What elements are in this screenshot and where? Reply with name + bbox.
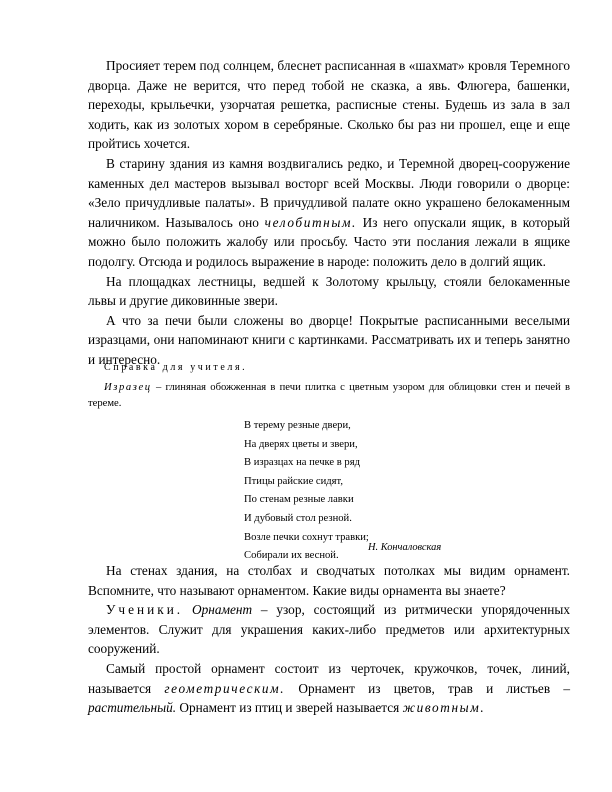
poem-line: Собирали их весной. (244, 550, 339, 562)
paragraph-question: На стенах здания, на столбах и сводчатых потолках мы видим орнамент. Вспомните, что называют орнаментом. Какие виды орнамента вы знаете? (88, 563, 570, 598)
poem (244, 417, 369, 566)
term-ornament: Орнамент (191, 602, 253, 618)
paragraph-window (88, 154, 570, 272)
paragraph-window-text: В старину здания из камня воздвигались редко, и Теремной дворец-сооружение каменных дел мастеров вызывал восторг всей Москвы. Люди говорили о дворце: «Зело причудливые палаты». В причудливой палате окно украшено белокаменным наличником. Называлось оно (88, 155, 570, 230)
term-plant: растительный. (88, 700, 177, 716)
reference-heading: Справка для учителя. (104, 362, 248, 373)
students-label: Ученики. (106, 602, 184, 618)
main-text-top (88, 56, 570, 370)
main-text-bottom (88, 561, 570, 718)
paragraph-window-text-end: Из него опускали ящик, в который можно было положить жалобу или просьбу. Часто эти послания лежали в ящике подолгу. Отсюда и родилось выражение в народе: положить дело в долгий ящик. (88, 214, 570, 269)
paragraph-students (88, 600, 570, 659)
poem-line: В терему резные двери, (244, 420, 351, 431)
students-text: – узор, состоящий из ритмически упорядоченных элементов. Служит для украшения каких-либо предметов или архитектурных сооружений. (88, 602, 570, 657)
term-animal: животным. (402, 700, 486, 716)
paragraph-lions: На площадках лестницы, ведшей к Золотому крыльцу, стояли белокаменные львы и другие диковинные звери. (88, 273, 570, 309)
reference-definition (88, 380, 570, 412)
paragraph-ornament-types (88, 659, 570, 718)
term-izrazets: Изразец (104, 382, 152, 393)
poem-line: И дубовый стол резной. (244, 512, 352, 524)
ornament-text: Орнамент из птиц и зверей называется (176, 700, 403, 716)
poem-line: Возле печки сохнут травки; (244, 531, 369, 543)
poem-line: Птицы райские сидят, (244, 475, 344, 487)
ornament-text: Орнамент из цветов, трав и листьев – (285, 680, 570, 696)
paragraph-stoves: А что за печи были сложены во дворце! Покрытые расписанными веселыми изразцами, они напоминают книги с картинками. Рассматривать их и теперь занятно и интересно. (88, 312, 570, 367)
term-chelobitnym: челобитным. (264, 214, 357, 230)
paragraph-terem: Просияет терем под солнцем, блеснет расписанная в «шахмат» кровля Теремного дворца. Даже не верится, что перед тобой не сказка, а явь. Флюгера, башенки, переходы, крыльечки, узорчатая решетка, расписные стены. Будешь из зала в зал ходить, как из золотых хором в серебряные. Сколько бы раз ни прошел, еще и еще пройтись хочется. (88, 58, 570, 152)
ornament-text: Самый простой орнамент состоит из черточек, кружочков, точек, линий, называется (88, 660, 570, 696)
poem-author: Н. Кончаловская (368, 542, 442, 553)
poem-line: На дверях цветы и звери, (244, 438, 358, 450)
poem-line: По стенам резные лавки (244, 494, 354, 506)
term-geometric: геометрическим. (164, 680, 286, 696)
definition-text: – глиняная обожженная в печи плитка с цветным узором для облицовки стен и печей в тереме. (88, 382, 570, 409)
poem-line: В изразцах на печке в ряд (244, 457, 360, 469)
